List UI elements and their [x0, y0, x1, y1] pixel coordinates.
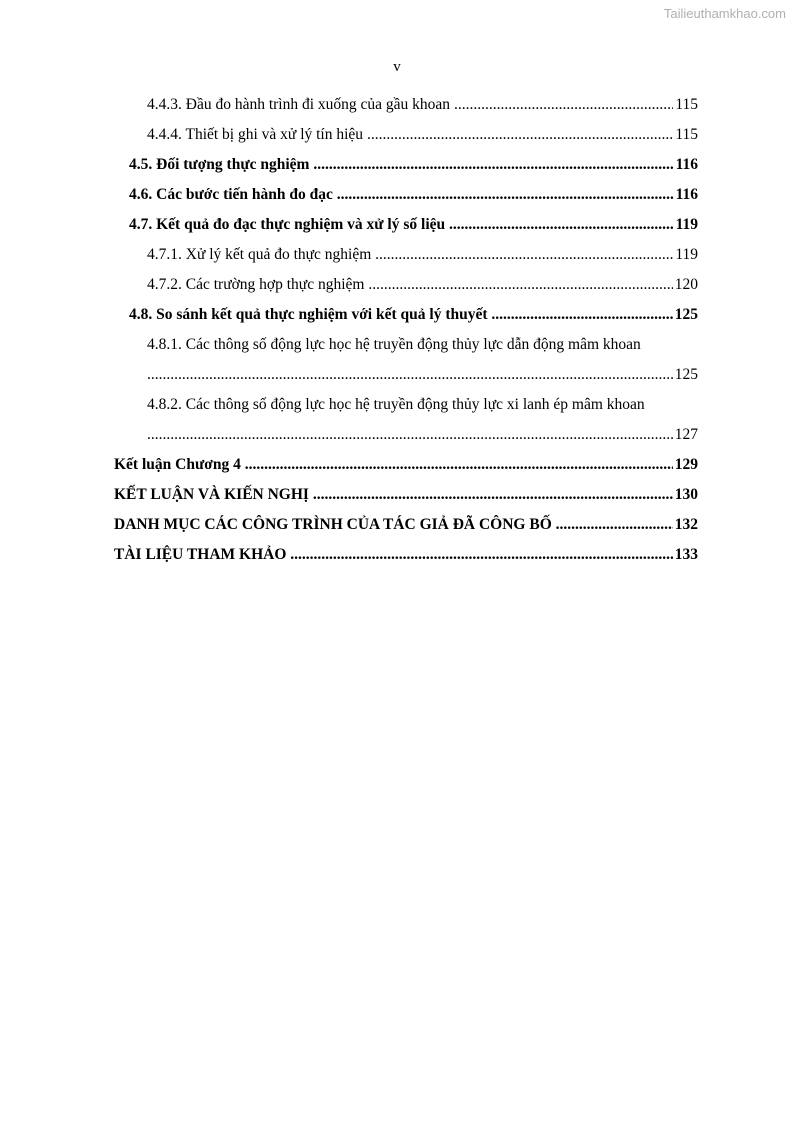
- toc-entry-page: 119: [673, 240, 698, 270]
- toc-entry-title: 4.4.4. Thiết bị ghi và xử lý tín hiệu .....: [147, 126, 698, 143]
- toc-entry-title: DANH MỤC CÁC CÔNG TRÌNH CỦA TÁC GIẢ ĐÃ CÔNG BỐ .....: [114, 516, 698, 533]
- toc-entry-leader: [147, 366, 698, 383]
- toc-entry-title-line: [114, 330, 698, 360]
- toc-entry-4-8-1[interactable]: [114, 330, 698, 390]
- toc-entry-4-8-2[interactable]: [114, 390, 698, 450]
- toc-entry-title: 4.5. Đối tượng thực nghiệm .....: [129, 156, 698, 173]
- table-of-contents: [114, 90, 698, 570]
- toc-entry-title: 4.7. Kết quả đo đạc thực nghiệm và xử lý số liệu .....: [129, 216, 698, 233]
- toc-entry-title: 4.7.2. Các trường hợp thực nghiệm .....: [147, 276, 698, 293]
- toc-entry-title: TÀI LIỆU THAM KHẢO .....: [114, 546, 698, 563]
- toc-entry-4-5[interactable]: [114, 150, 698, 180]
- toc-entry-page: 116: [674, 150, 698, 180]
- toc-entry-leader-line: [114, 420, 698, 450]
- toc-entry-title: 4.8.2. Các thông số động lực học hệ truyền động thủy lực xi lanh ép mâm khoan: [147, 396, 645, 413]
- toc-entry-page: 129: [673, 450, 698, 480]
- toc-entry-page: 125: [673, 360, 698, 390]
- watermark: Tailieuthamkhao.com: [663, 6, 786, 21]
- toc-entry-conclusion[interactable]: [114, 480, 698, 510]
- toc-entry-references[interactable]: [114, 540, 698, 570]
- toc-entry-leader: [147, 426, 698, 443]
- toc-entry-leader-line: [114, 360, 698, 390]
- toc-entry-page: 120: [673, 270, 698, 300]
- toc-entry-page: 127: [673, 420, 698, 450]
- toc-entry-page: 115: [673, 120, 698, 150]
- toc-entry-title: 4.7.1. Xử lý kết quả đo thực nghiệm .....: [147, 246, 698, 263]
- toc-entry-title: Kết luận Chương 4 .....: [114, 456, 698, 473]
- toc-entry-4-7[interactable]: [114, 210, 698, 240]
- toc-entry-page: 116: [674, 180, 698, 210]
- toc-entry-title: 4.4.3. Đầu đo hành trình đi xuống của gầu khoan .....: [147, 96, 698, 113]
- toc-entry-page: 125: [673, 300, 698, 330]
- toc-entry-title: KẾT LUẬN VÀ KIẾN NGHỊ .....: [114, 486, 698, 503]
- page-number: v: [393, 59, 401, 75]
- toc-entry-4-7-2[interactable]: [114, 270, 698, 300]
- toc-entry-page: 115: [673, 90, 698, 120]
- toc-entry-title-line: [114, 390, 698, 420]
- toc-entry-publications[interactable]: [114, 510, 698, 540]
- toc-entry-page: 130: [673, 480, 698, 510]
- toc-entry-4-4-4[interactable]: [114, 120, 698, 150]
- toc-entry-title: 4.8.1. Các thông số động lực học hệ truyền động thủy lực dẫn động mâm khoan: [147, 336, 641, 353]
- toc-entry-page: 119: [674, 210, 698, 240]
- toc-entry-title: 4.6. Các bước tiến hành đo đạc .....: [129, 186, 698, 203]
- toc-entry-4-7-1[interactable]: [114, 240, 698, 270]
- toc-entry-page: 132: [673, 510, 698, 540]
- toc-entry-title: 4.8. So sánh kết quả thực nghiệm với kết quả lý thuyết .....: [129, 306, 698, 323]
- toc-entry-4-4-3[interactable]: [114, 90, 698, 120]
- toc-entry-page: 133: [673, 540, 698, 570]
- toc-entry-4-6[interactable]: [114, 180, 698, 210]
- toc-entry-4-8[interactable]: [114, 300, 698, 330]
- toc-entry-chapter-4-conclusion[interactable]: [114, 450, 698, 480]
